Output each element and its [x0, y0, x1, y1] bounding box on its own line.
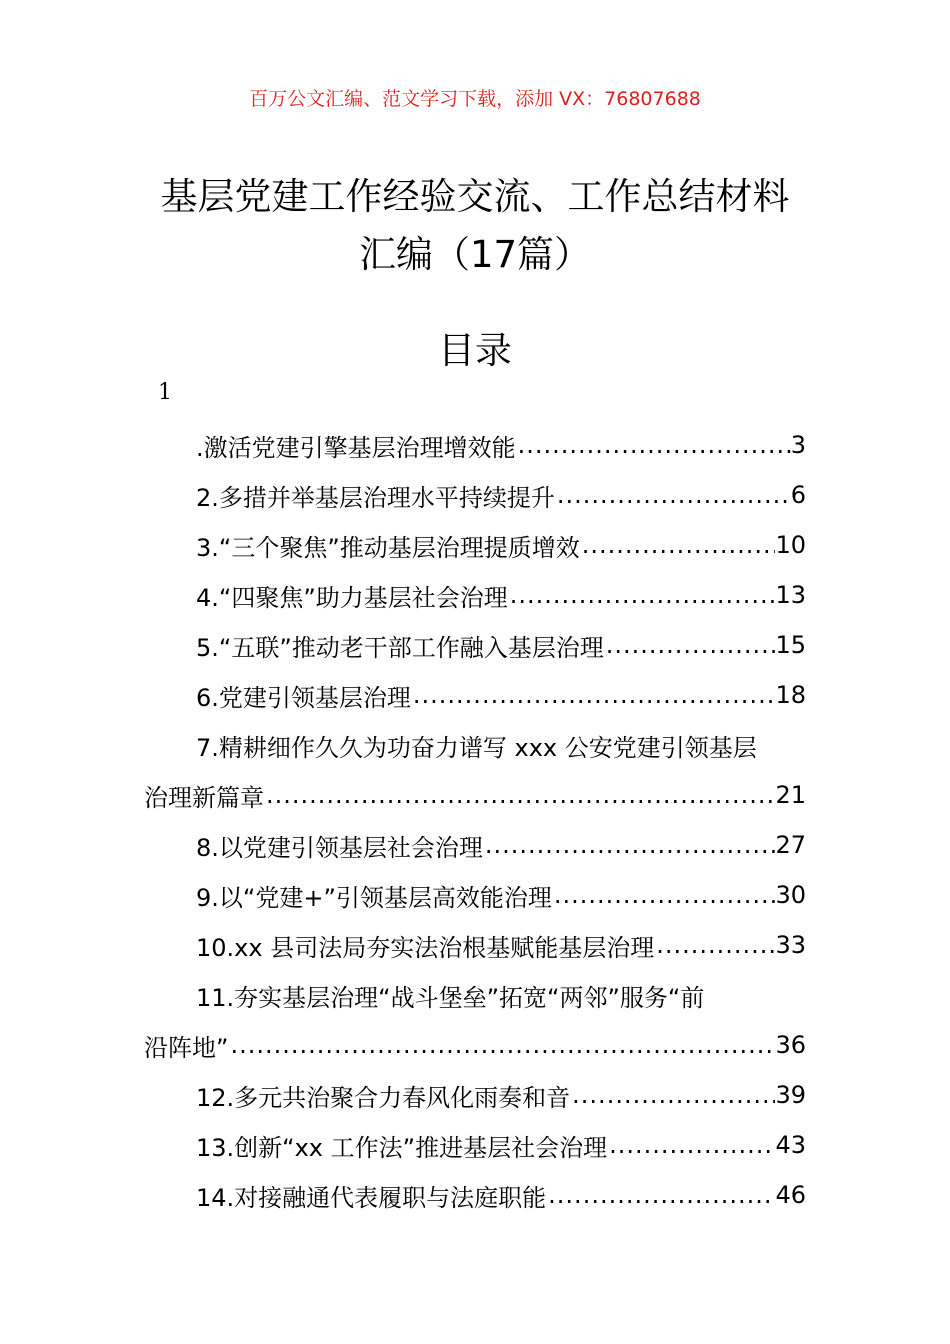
toc-entry-page: 3 — [790, 431, 806, 459]
toc-entry[interactable] — [144, 470, 806, 520]
toc-entry-label: 4.“四聚焦”助力基层社会治理 — [196, 583, 508, 612]
toc-entry[interactable] — [144, 1020, 806, 1070]
toc-leader — [228, 1031, 775, 1059]
toc-entry-label: 14.对接融通代表履职与法庭职能 — [196, 1183, 547, 1212]
toc-entry[interactable] — [144, 920, 806, 970]
toc-leader — [604, 631, 776, 659]
toc-entry[interactable] — [144, 770, 806, 820]
toc-leader — [555, 481, 791, 509]
toc-leader — [607, 1131, 775, 1159]
toc-entry[interactable] — [144, 570, 806, 620]
toc-entry[interactable] — [144, 1070, 806, 1120]
toc-entry-line1[interactable]: 11.夯实基层治理“战斗堡垒”拓宽“两邻”服务“前 — [196, 983, 705, 1012]
toc-entry-page: 43 — [775, 1131, 806, 1159]
toc-entry-label: 10.xx 县司法局夯实法治根基赋能基层治理 — [196, 933, 655, 962]
toc-leader — [483, 831, 776, 859]
toc-entry[interactable] — [144, 1170, 806, 1220]
toc-heading: 目录 — [438, 329, 512, 372]
toc-entry-label: 6.党建引领基层治理 — [196, 683, 411, 712]
toc-entry-label: .激活党建引擎基层治理增效能 — [196, 433, 516, 462]
download-banner: 百万公文汇编、范文学习下载，添加 VX：76807688 — [249, 88, 701, 110]
toc-entry-label: 8.以党建引领基层社会治理 — [196, 833, 483, 862]
toc-entry-page: 46 — [775, 1181, 806, 1209]
toc-entry-page: 21 — [775, 781, 806, 809]
toc-entry-label: 12.多元共治聚合力春风化雨奏和音 — [196, 1083, 571, 1112]
toc-entry[interactable] — [144, 1120, 806, 1170]
toc-entry-page: 33 — [775, 931, 806, 959]
toc-entry-label: 治理新篇章 — [144, 783, 264, 812]
toc-leader — [570, 1081, 775, 1109]
toc-leader — [508, 581, 776, 609]
toc-entry[interactable] — [144, 820, 806, 870]
toc-entry-page: 39 — [775, 1081, 806, 1109]
toc-entry[interactable] — [144, 870, 806, 920]
toc-entry[interactable] — [144, 670, 806, 720]
toc-entry-page: 18 — [775, 681, 806, 709]
toc-leader — [546, 1181, 775, 1209]
toc-entry-label: 3.“三个聚焦”推动基层治理提质增效 — [196, 533, 580, 562]
toc-leader — [264, 781, 775, 809]
toc-entry[interactable] — [144, 620, 806, 670]
toc-entry[interactable] — [144, 520, 806, 570]
toc-entry-page: 6 — [790, 481, 806, 509]
toc-entry-label: 沿阵地” — [144, 1033, 229, 1062]
toc-entry-page: 10 — [775, 531, 806, 559]
toc-entry-page: 15 — [775, 631, 806, 659]
document-title: 基层党建工作经验交流、工作总结材料汇编（17篇） — [160, 175, 790, 276]
toc-entry-page: 13 — [775, 581, 806, 609]
toc-entry-label: 9.以“党建+”引领基层高效能治理 — [196, 883, 552, 912]
toc-entry-page: 27 — [775, 831, 806, 859]
toc-leader — [552, 881, 776, 909]
toc-leader — [516, 431, 791, 459]
toc-leader — [411, 681, 776, 709]
toc-entry-label: 13.创新“xx 工作法”推进基层社会治理 — [196, 1133, 608, 1162]
toc-entry-line1[interactable]: 7.精耕细作久久为功奋力谱写 xxx 公安党建引领基层 — [196, 733, 757, 762]
toc-entry-page: 30 — [775, 881, 806, 909]
toc-leader — [654, 931, 775, 959]
toc-entry-page: 36 — [775, 1031, 806, 1059]
toc-leader — [580, 531, 776, 559]
toc-number: 1 — [158, 380, 172, 405]
toc-entry[interactable] — [144, 420, 806, 470]
toc-entry-label: 2.多措并举基层治理水平持续提升 — [196, 483, 555, 512]
table-of-contents — [144, 420, 806, 1220]
toc-entry-label: 5.“五联”推动老干部工作融入基层治理 — [196, 633, 604, 662]
